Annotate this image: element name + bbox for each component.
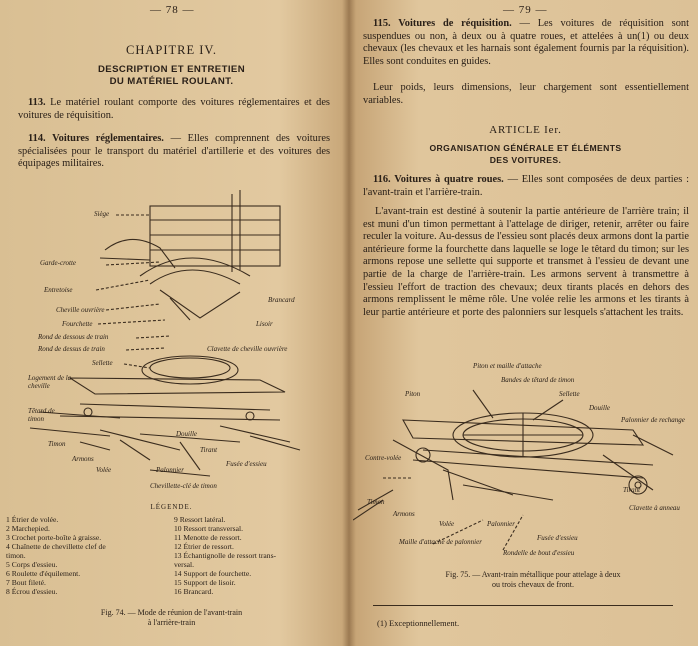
fig74-label-tirant: Tirant	[200, 446, 218, 454]
fig74-label-clavette: Clavette de cheville ouvrière	[207, 345, 288, 353]
fig74-label-volee: Volée	[96, 466, 112, 474]
fig75-label-douille: Douille	[589, 404, 610, 412]
legend-item: 8 Écrou d'essieu.	[6, 587, 58, 596]
legend-item: 1 Étrier de volée.	[6, 515, 59, 524]
fig74-label-timon: Timon	[48, 440, 66, 448]
fig74-label-entretoise: Entretoise	[44, 286, 73, 294]
page-number-79: — 79 —	[503, 4, 548, 16]
legend-item: 13 Échantignolle de ressort trans-	[174, 551, 277, 560]
fig74-label-rond-dessus: Rond de dessus de train	[38, 345, 105, 353]
fig74-label-rond-dessous: Rond de dessous de train	[38, 333, 109, 341]
fig75-label-piton: Piton	[405, 390, 421, 398]
paragraph-115b: Leur poids, leurs dimensions, leur chargement sont essentiellement variables.	[363, 82, 689, 106]
fig74-label-brancard: Brancard	[268, 296, 295, 304]
paragraph-114-text: — Elles comprennent des voitures spécialisées pour le transport du matériel d'artillerie et des voitures des équipages militaires.	[18, 133, 330, 170]
legend-item: timon.	[6, 551, 26, 560]
legend-item: versal.	[174, 560, 195, 569]
footnote: (1) Exceptionnellement.	[377, 618, 460, 628]
paragraph-116-text: — Elles sont composées de deux parties : l'avant-train et l'arrière-train.	[363, 174, 689, 198]
fig74-label-armons: Armons	[72, 455, 94, 463]
chapter-title-line1: DESCRIPTION ET ENTRETIEN	[97, 64, 246, 75]
fig75-label-volee: Volée	[439, 520, 455, 528]
legend-item: 15 Support de lisoir.	[174, 578, 236, 587]
paragraph-114-heading: 114. Voitures réglementaires.	[28, 133, 164, 144]
fig75-label-tirant: Tirant	[623, 486, 641, 494]
fig74-label-chevillette: Chevillette-clé de timon	[150, 482, 217, 490]
left-page	[0, 0, 343, 646]
legend-item: 3 Crochet porte-boîte à graisse.	[6, 533, 102, 542]
legend-item: 12 Étrier de ressort.	[174, 542, 234, 551]
legend-item: 2 Marchepied.	[6, 524, 50, 533]
paragraph-113	[18, 97, 330, 122]
paragraph-113-number: 113.	[28, 97, 46, 108]
chapter-title-line2: DU MATÉRIEL ROULANT.	[109, 76, 234, 87]
figure-75-caption-line2: ou trois chevaux de front.	[492, 580, 574, 589]
fig74-label-douille: Douille	[176, 430, 197, 438]
fig75-label-palonnier-rechange: Palonnier de rechange	[621, 416, 685, 424]
fig75-label-timon: Timon	[367, 498, 385, 506]
fig74-label-garde-crotte: Garde-crotte	[40, 259, 77, 267]
paragraph-114	[18, 133, 330, 171]
fig75-label-fusee: Fusée d'essieu	[537, 534, 578, 542]
fig75-label-bandes-tetard: Bandes de têtard de timon	[501, 376, 575, 384]
footnote-rule	[373, 605, 673, 606]
fig74-label-fourchette: Fourchette	[62, 320, 93, 328]
fig74-label-tetard: Têtard de timon	[28, 407, 55, 423]
article-title-line1: ORGANISATION GÉNÉRALE ET ÉLÉMENTS	[429, 143, 622, 153]
legend-item: 7 Bout fileté.	[6, 578, 46, 587]
paragraph-116-heading: 116. Voitures à quatre roues.	[373, 174, 504, 185]
figure-75-caption-line1: Fig. 75. — Avant-train métallique pour attelage à deux	[445, 570, 621, 579]
legend-item: 14 Support de fourchette.	[174, 569, 252, 578]
paragraph-115-heading: 115. Voitures de réquisition.	[373, 18, 512, 29]
paragraph-116	[363, 174, 689, 199]
chapter-heading: CHAPITRE IV.	[126, 43, 217, 57]
paragraph-115-text: — Les voitures de réquisition sont suspendues ou non, à deux ou à quatre roues, et attelées à un(1) ou deux chevaux (les chevaux et les harnais sont également fournis par la réquisition). Elles sont conduites en guides.	[363, 18, 689, 67]
legend-item: 6 Roulette d'équilement.	[6, 569, 81, 578]
fig74-label-fusee: Fusée d'essieu	[226, 460, 267, 468]
figure-74-caption-line1: Fig. 74. — Mode de réunion de l'avant-train	[100, 608, 243, 617]
legend-item: 11 Menotte de ressort.	[174, 533, 242, 542]
paragraph-115	[363, 18, 689, 68]
fig75-label-piton-maille: Piton et maille d'attache	[473, 362, 542, 370]
legend-column-1	[6, 515, 106, 596]
fig74-label-cheville-ouvriere: Cheville ouvrière	[56, 306, 105, 314]
paragraph-116b: L'avant-train est destiné à soutenir la partie antérieure de l'arrière train; il est muni d'un timon permettant à l'attelage de diriger, retenir, arrêter ou faire reculer la voiture. Au-dessus de l'essieu sont placés deux armons dont la partie antérieure forme la fourchette dans laquelle se loge le têtard du timon; sur les armons repose une sellette qui supporte et transmet à l'essieu de devant une partie de la charge de l'arrière-train. Les armons servent à transmettre à l'essieu l'effort de traction des chevaux; deux tirants placés en dehors des armons remplissent le même rôle. Une volée relie les armons et les tirants à leur partie antérieure et porte des palonniers sur lesquels s'attachent les traits.	[363, 206, 689, 318]
fig75-label-armons: Armons	[393, 510, 415, 518]
paragraph-113-text: Le matériel roulant comporte des voitures réglementaires et des voitures de réquisition.	[18, 97, 330, 121]
legend-item: 10 Ressort transversal.	[174, 524, 243, 533]
fig75-label-palonnier: Palonnier	[487, 520, 515, 528]
fig75-label-clavette: Clavette à anneau	[629, 504, 680, 512]
fig74-label-sellette: Sellette	[92, 359, 113, 367]
fig75-label-sellette: Sellette	[559, 390, 580, 398]
legend-title: LÉGENDE.	[150, 503, 193, 511]
legend-item: 16 Brancard.	[174, 587, 214, 596]
legend-item: 4 Chaînette de chevillette clef de	[6, 542, 106, 551]
figure-74-caption-line2: à l'arrière-train	[147, 618, 196, 627]
fig74-label-lisoir: Lisoir	[256, 320, 273, 328]
fig74-label-palonnier: Palonnier	[156, 466, 184, 474]
right-page	[353, 0, 698, 646]
legend-item: 9 Ressort latéral.	[174, 515, 226, 524]
article-heading: ARTICLE Ier.	[489, 124, 562, 136]
legend-column-2	[174, 515, 276, 596]
page-number-78: — 78 —	[150, 4, 195, 16]
article-title-line2: DES VOITURES.	[489, 155, 562, 165]
fig75-label-rondelle: Rondelle de bout d'essieu	[503, 549, 575, 557]
legend-item: 5 Corps d'essieu.	[6, 560, 58, 569]
fig74-label-siege: Siège	[94, 210, 110, 218]
fig75-label-maille-palonnier: Maille d'attache de palonnier	[399, 538, 482, 546]
fig74-label-logement: Logement de la cheville	[28, 374, 72, 390]
fig75-label-contre-volee: Contre-volée	[365, 454, 402, 462]
